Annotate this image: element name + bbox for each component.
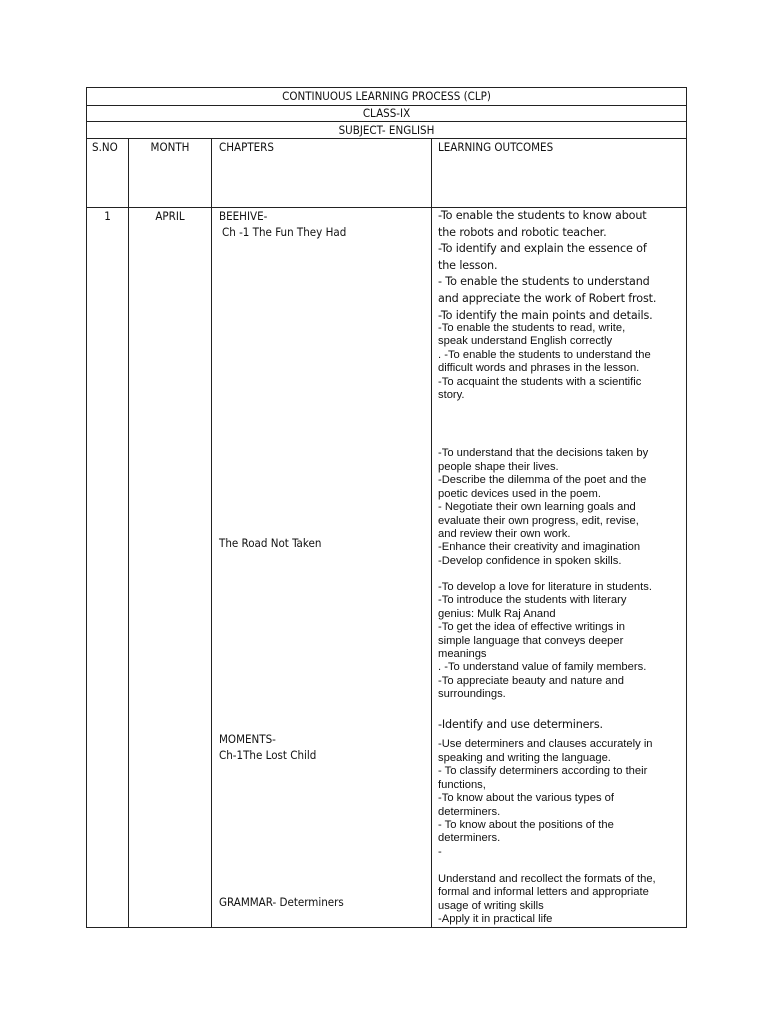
outcome-line: usage of writing skills bbox=[438, 899, 544, 912]
outcomes-block-lost-child bbox=[438, 581, 652, 702]
outcome-line: -To introduce the students with literary bbox=[438, 594, 627, 607]
outcome-line: -To enable the students to know about bbox=[438, 209, 647, 222]
outcome-line: -Use determiners and clauses accurately in bbox=[438, 738, 653, 750]
outcomes-block-fun-they-had bbox=[438, 208, 656, 324]
outcome-line: and appreciate the work of Robert frost. bbox=[438, 291, 657, 305]
chapter-book-beehive: BEEHIVE- bbox=[219, 209, 268, 223]
outcome-line: simple language that conveys deeper bbox=[438, 634, 624, 647]
outcome-line: -To develop a love for literature in students. bbox=[438, 581, 652, 593]
outcome-line: -Develop confidence in spoken skills. bbox=[438, 554, 622, 567]
column-divider-month bbox=[128, 138, 129, 928]
outcome-line: . -To enable the students to understand the bbox=[438, 348, 651, 361]
chapter-lost-child: Ch-1The Lost Child bbox=[219, 748, 317, 762]
outcomes-block-determiners bbox=[438, 736, 653, 859]
outcome-line: -To identify and explain the essence of bbox=[438, 242, 647, 256]
outcome-line: - To know about the positions of the bbox=[438, 819, 614, 832]
outcome-line: genius: Mulk Raj Anand bbox=[438, 607, 556, 620]
outcome-line: -Describe the dilemma of the poet and the bbox=[438, 474, 647, 487]
column-divider-outcomes bbox=[431, 138, 432, 928]
outcome-line: -To know about the various types of bbox=[438, 792, 614, 805]
outcome-line: speak understand English correctly bbox=[438, 335, 613, 348]
row-sno: 1 bbox=[104, 209, 111, 223]
table-divider-3 bbox=[86, 138, 687, 139]
outcome-line: meanings bbox=[438, 648, 487, 661]
outcome-line: -To identify the main points and details. bbox=[438, 308, 653, 322]
outcome-line: story. bbox=[438, 389, 465, 402]
chapter-book-moments: MOMENTS- bbox=[219, 732, 276, 746]
outcome-determiners-heading: -Identify and use determiners. bbox=[438, 718, 603, 731]
outcome-line: Understand and recollect the formats of the, bbox=[438, 873, 656, 885]
row-month: APRIL bbox=[155, 209, 185, 223]
table-border-right bbox=[686, 87, 687, 928]
document-title: CONTINUOUS LEARNING PROCESS (CLP) bbox=[282, 89, 491, 103]
outcome-line: people shape their lives. bbox=[438, 461, 559, 473]
outcome-line: surroundings. bbox=[438, 688, 506, 701]
chapter-fun-they-had: Ch -1 The Fun They Had bbox=[222, 225, 347, 239]
outcomes-block-language bbox=[438, 322, 651, 402]
chapter-grammar-determiners: GRAMMAR- Determiners bbox=[219, 895, 344, 909]
outcome-line: the lesson. bbox=[438, 258, 498, 272]
table-divider-2 bbox=[86, 121, 687, 122]
outcome-line: -To acquaint the students with a scientific bbox=[438, 375, 642, 388]
outcome-line: evaluate their own progress, edit, revise, bbox=[438, 514, 639, 527]
outcome-line: -Enhance their creativity and imagination bbox=[438, 541, 641, 554]
outcome-line: and review their own work. bbox=[438, 528, 571, 541]
outcome-line: - To enable the students to understand bbox=[438, 275, 650, 289]
column-header-sno: S.NO bbox=[92, 140, 118, 154]
outcome-line: . -To understand value of family members. bbox=[438, 661, 647, 674]
table-border-bottom bbox=[86, 927, 687, 928]
subject-label: SUBJECT- ENGLISH bbox=[338, 123, 435, 137]
outcome-line: - To classify determiners according to their bbox=[438, 765, 648, 778]
outcome-line: - Negotiate their own learning goals and bbox=[438, 501, 636, 514]
chapter-road-not-taken: The Road Not Taken bbox=[219, 536, 322, 550]
outcome-line: - bbox=[438, 845, 442, 858]
outcome-line: functions, bbox=[438, 778, 486, 791]
outcome-line: determiners. bbox=[438, 805, 501, 818]
outcomes-block-road-not-taken bbox=[438, 445, 648, 568]
outcome-line: -To enable the students to read, write, bbox=[438, 322, 626, 334]
column-header-month: MONTH bbox=[150, 140, 190, 154]
table-border-top bbox=[86, 87, 687, 88]
outcome-line: -Apply it in practical life bbox=[438, 913, 553, 926]
outcome-line: the robots and robotic teacher. bbox=[438, 225, 607, 239]
outcomes-block-letter-writing bbox=[438, 873, 656, 927]
class-label: CLASS-IX bbox=[362, 106, 411, 120]
column-header-chapters: CHAPTERS bbox=[219, 140, 274, 154]
outcome-line: poetic devices used in the poem. bbox=[438, 487, 601, 500]
outcome-line: -To get the idea of effective writings in bbox=[438, 621, 625, 634]
outcome-line: speaking and writing the language. bbox=[438, 752, 611, 764]
outcome-line: determiners. bbox=[438, 832, 501, 845]
column-divider-chapters bbox=[211, 138, 212, 928]
outcome-line: formal and informal letters and appropriate bbox=[438, 886, 649, 899]
outcome-line: difficult words and phrases in the lesson. bbox=[438, 362, 640, 375]
outcome-line: -To understand that the decisions taken by bbox=[438, 447, 649, 459]
outcome-line: -To appreciate beauty and nature and bbox=[438, 674, 624, 687]
column-header-outcomes: LEARNING OUTCOMES bbox=[438, 140, 554, 154]
